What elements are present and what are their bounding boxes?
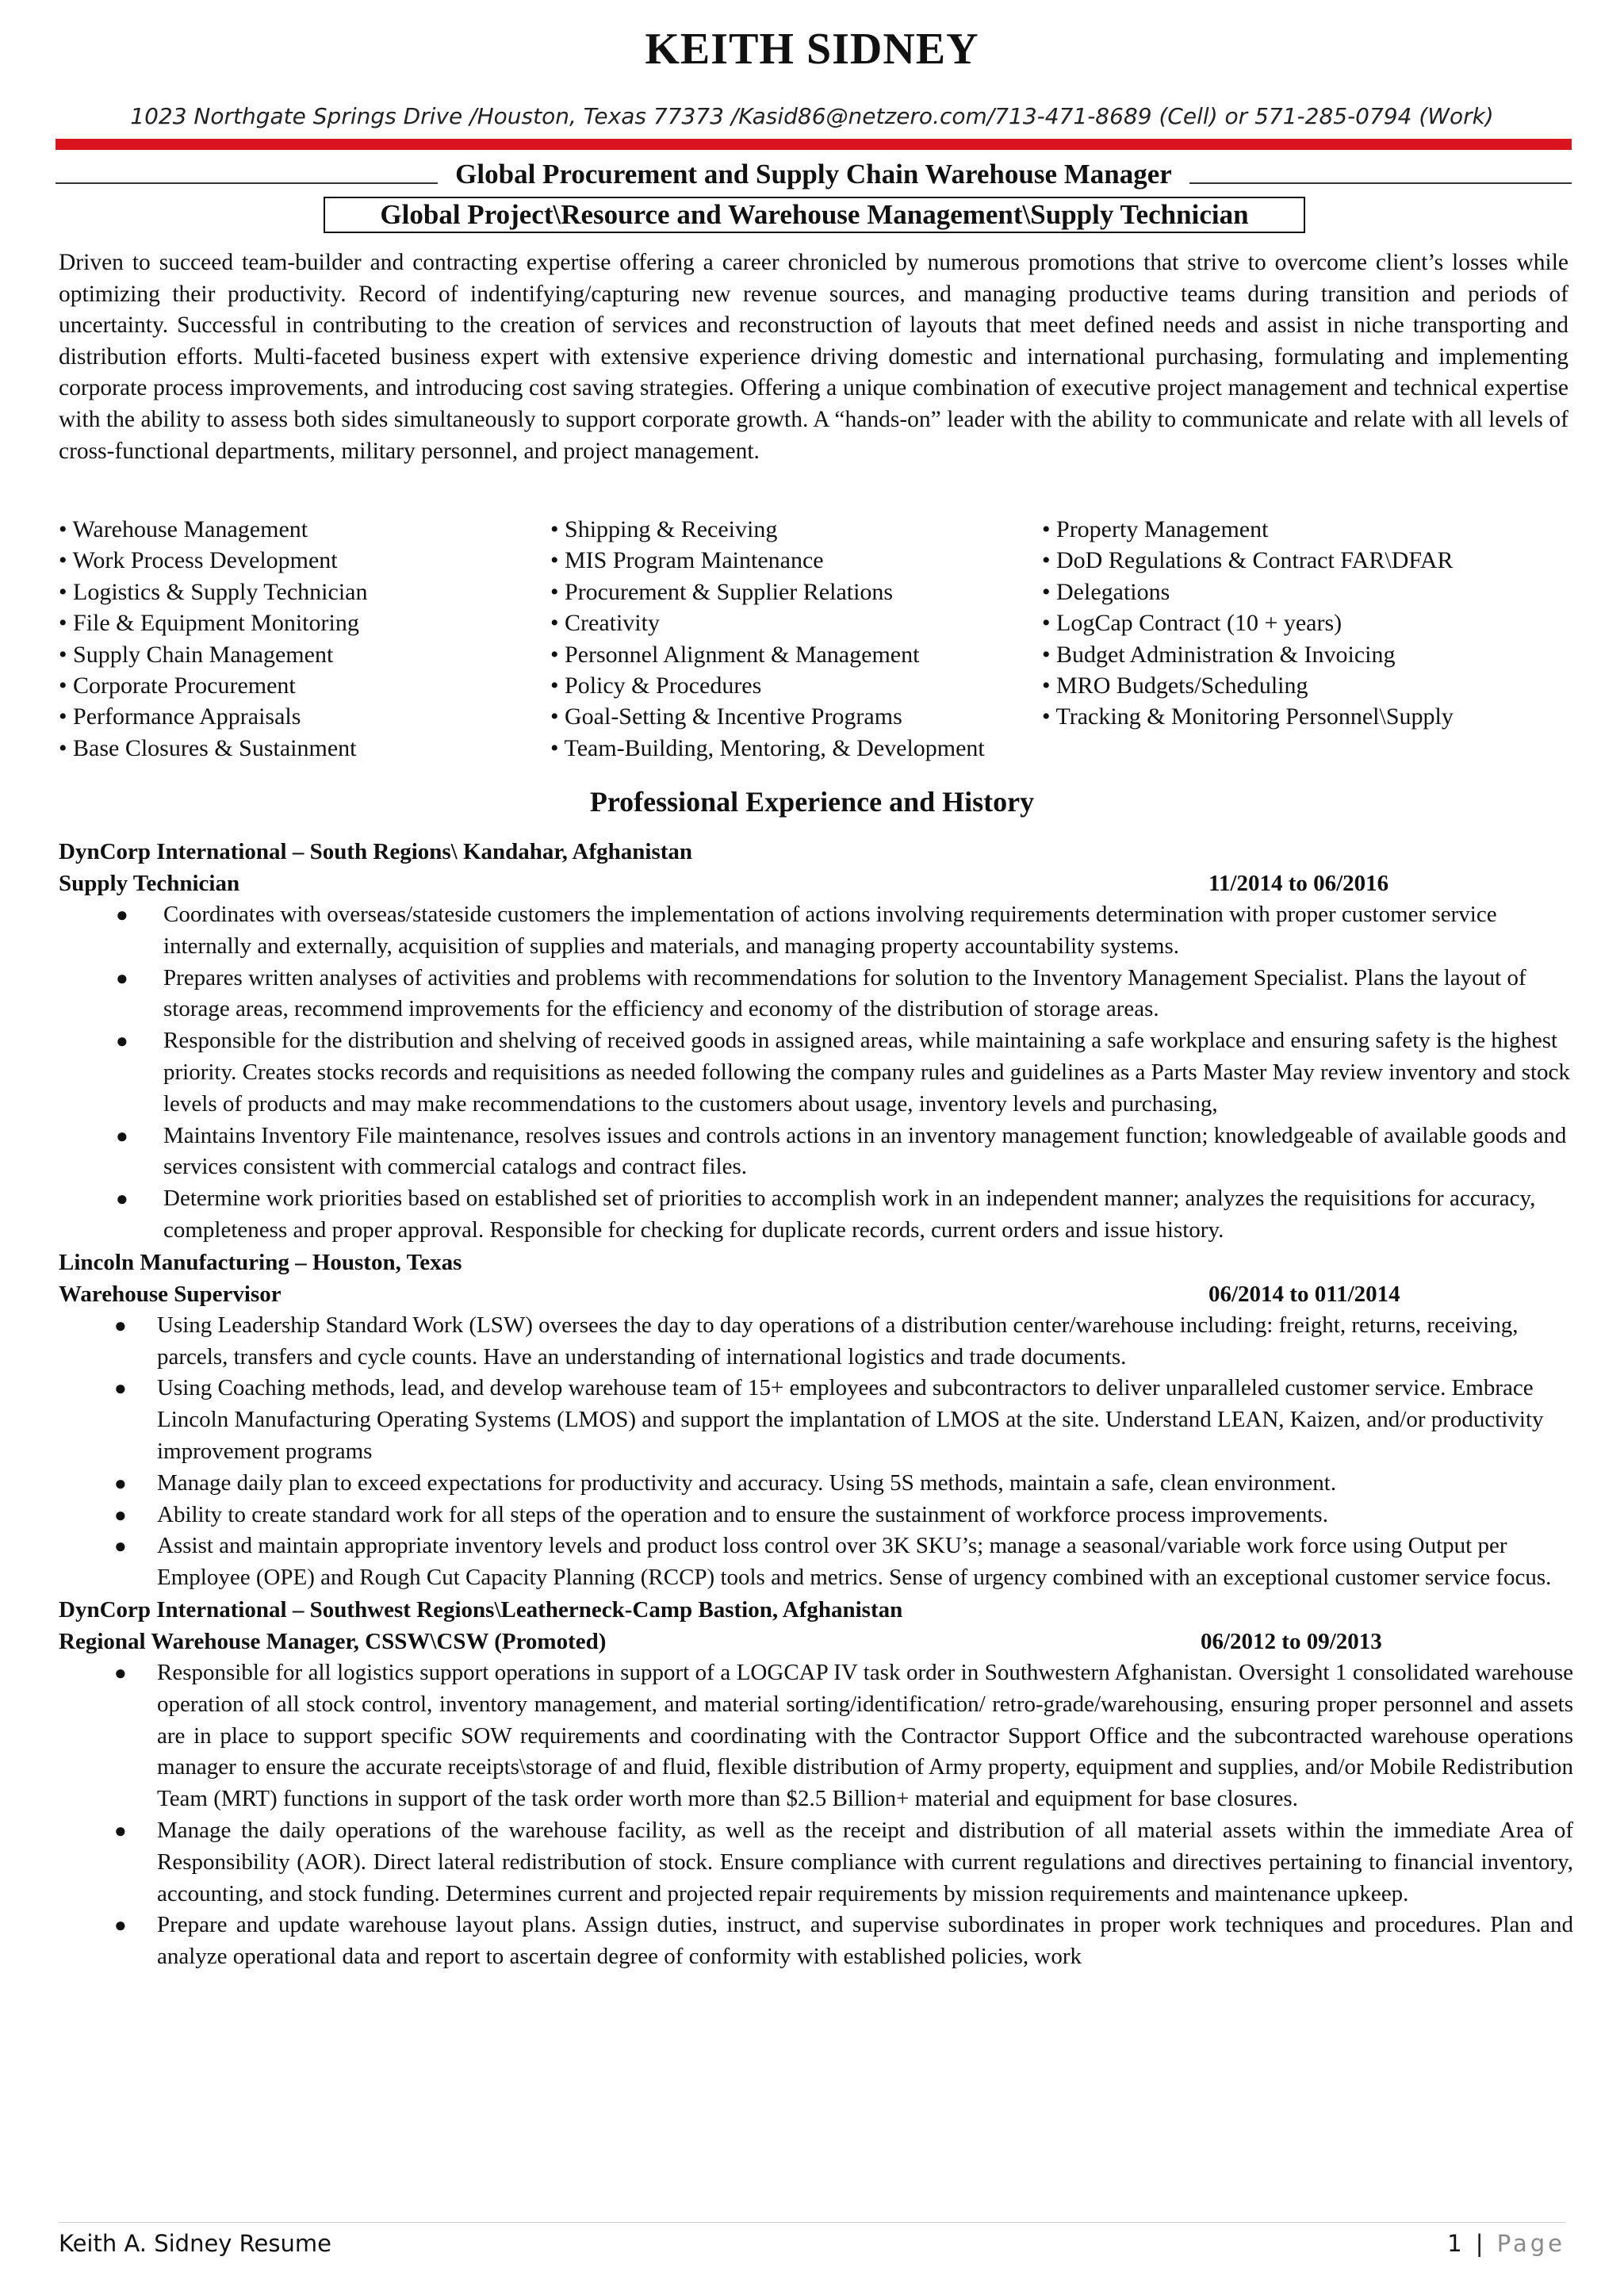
skill-item: • Policy & Procedures <box>550 672 762 699</box>
job-dates: 06/2012 to 09/2013 <box>1201 1628 1382 1654</box>
candidate-name: KEITH SIDNEY <box>645 25 979 74</box>
list-item <box>59 1531 1573 1594</box>
job-role-line <box>59 1626 1573 1657</box>
bullet-text: Responsible for all logistics support operations in support of a LOGCAP IV task order in Southwestern Afghanistan. Oversight 1 consolidated warehouse operation of all stock control, inventory management, and material sorting/identification/ retro-grade/warehousing, ensuring proper personnel and assets are in place to support specific SOW requirements and coordinating with the Contractor Support Office and the subcontracted warehouse operations manager to ensure the accurate receipts\storage of and fluid, flexible distribution of Army property, equipment and supplies, and/or Mobile Redistribution Team (MRT) functions in support of the task order worth more than $2.5 Billion+ material and equipment for base closures. <box>157 1659 1573 1812</box>
skill-item: • Supply Chain Management <box>59 641 334 668</box>
header-accent-bar <box>56 139 1572 150</box>
job-employer: DynCorp International – Southwest Regions\Leatherneck-Camp Bastion, Afghanistan <box>59 1596 903 1623</box>
bullet-icon: ● <box>114 1377 127 1400</box>
skills-column-1 <box>59 514 550 764</box>
job-title: Regional Warehouse Manager, CSSW\CSW (Promoted) <box>59 1628 607 1654</box>
bullet-text: Responsible for the distribution and shelving of received goods in assigned areas, while maintaining a safe workplace and ensuring safety is the highest priority. Creates stocks records and requisitions as needed following the company rules and guidelines as a Parts Master May review inventory and stock levels of products and may make recommendations to the customers about usage, inventory levels and purchasing, <box>163 1028 1570 1117</box>
bullet-text: Coordinates with overseas/stateside customers the implementation of actions involving requirements determination with proper customer service internally and externally, acquisition of supplies and materials, and managing property accountability systems. <box>163 902 1497 959</box>
list-item <box>59 1815 1573 1910</box>
skill-item: • Logistics & Supply Technician <box>59 578 368 605</box>
job-employer: DynCorp International – South Regions\ Kandahar, Afghanistan <box>59 839 693 864</box>
job-dates: 11/2014 to 06/2016 <box>1208 871 1389 896</box>
list-item <box>59 1468 1573 1500</box>
list-item <box>59 1025 1573 1120</box>
skill-item: • Budget Administration & Invoicing <box>1042 641 1396 668</box>
bullet-icon: ● <box>114 1471 127 1495</box>
list-item <box>59 1310 1573 1374</box>
skill-item: • Shipping & Receiving <box>550 516 778 542</box>
skill-item: • Warehouse Management <box>59 516 308 542</box>
job-title: Warehouse Supervisor <box>59 1281 282 1307</box>
list-item <box>59 1910 1573 1973</box>
page-footer <box>59 2230 1565 2262</box>
skill-item: • DoD Regulations & Contract FAR\DFAR <box>1042 547 1454 574</box>
job-role-line <box>59 868 1573 899</box>
page-separator: | <box>1475 2230 1487 2257</box>
list-item <box>59 1121 1573 1184</box>
bullet-text: Maintains Inventory File maintenance, resolves issues and controls actions in an inventory management function; knowledgeable of available goods and services consistent with commercial catalogs and contract files. <box>163 1122 1567 1180</box>
skill-item: • Property Management <box>1042 516 1269 542</box>
skill-item: • MIS Program Maintenance <box>550 547 824 574</box>
bullet-text: Prepares written analyses of activities and problems with recommendations for solution to the Inventory Management Specialist. Plans the layout of storage areas, recommend improvements for the efficiency and economy of the distribution of storage areas. <box>163 964 1526 1022</box>
skill-item: • Creativity <box>550 610 660 637</box>
bullet-text: Manage daily plan to exceed expectations for productivity and accuracy. Using 5S methods, maintain a safe, clean environment. <box>157 1469 1337 1496</box>
list-item <box>59 963 1573 1026</box>
job-bullets <box>59 1310 1573 1594</box>
headline-title: Global Procurement and Supply Chain Warehouse Manager <box>455 159 1172 190</box>
skills-column-2 <box>550 514 1042 764</box>
skill-item: • Goal-Setting & Incentive Programs <box>550 703 902 730</box>
skill-item: • Performance Appraisals <box>59 703 301 730</box>
bullet-icon: ● <box>116 1029 128 1053</box>
bullet-icon: ● <box>114 1313 127 1337</box>
bullet-icon: ● <box>114 1818 127 1842</box>
headline-row <box>56 151 1572 190</box>
bullet-icon: ● <box>116 903 128 926</box>
bullet-text: Determine work priorities based on established set of priorities to accomplish work in an independent manner; analyzes the requisitions for accuracy, completeness and proper approval. Responsible for checking for duplicate records, current orders and issue history. <box>163 1186 1536 1243</box>
skill-item: • Procurement & Supplier Relations <box>550 578 894 605</box>
bullet-icon: ● <box>114 1534 127 1558</box>
bullet-text: Assist and maintain appropriate inventory levels and product loss control over 3K SKU’s; manage a seasonal/variable work force using Output per Employee (OPE) and Rough Cut Capacity Planning (RCCP) tools and metrics. Sense of urgency combined with an exceptional customer service focus. <box>157 1533 1552 1591</box>
list-item <box>59 1657 1573 1815</box>
skill-item: • Base Closures & Sustainment <box>59 734 357 761</box>
subheadline-box: Global Project\Resource and Warehouse Management\Supply Technician <box>324 197 1305 233</box>
bullet-text: Manage the daily operations of the warehouse facility, as well as the receipt and distribution of all material assets within the immediate Area of Responsibility (AOR). Direct lateral redistribution of stock. Ensure compliance with current regulations and directives pertaining to financial inventory, accounting, and stock funding. Determines current and projected repair requirements by mission requirements and maintenance upkeep. <box>157 1817 1573 1906</box>
headline-rule-right <box>1189 182 1572 184</box>
page-word: Page <box>1496 2230 1565 2257</box>
bullet-icon: ● <box>116 1187 128 1211</box>
skills-column-3 <box>1042 514 1581 764</box>
professional-summary: Driven to succeed team-builder and contracting expertise offering a career chronicled by numerous promotions that strive to overcome client’s losses while optimizing their productivity. Record of indentifying/capturing new revenue sources, and managing productive teams during transition and periods of uncertainty. Successful in contributing to the creation of services and reconstruction of layouts that meet defined needs and assist in niche transporting and distribution efforts. Multi-faceted business expert with extensive experience driving domestic and international purchasing, formulating and implementing corporate process improvements, and introducing cost saving strategies. Offering a unique combination of executive project management and technical expertise with the ability to assess both sides simultaneously to support corporate growth. A “hands-on” leader with the ability to communicate and relate with all levels of cross-functional departments, military personnel, and project management. <box>59 250 1568 464</box>
list-item <box>59 1183 1573 1247</box>
skill-item: • Team-Building, Mentoring, & Development <box>550 734 985 761</box>
experience-list <box>59 836 1573 1973</box>
bullet-text: Using Leadership Standard Work (LSW) oversees the day to day operations of a distribution center/warehouse including: freight, returns, receiving, parcels, transfers and cycle counts. Have an understanding of international logistics and trade documents. <box>157 1312 1519 1370</box>
bullet-text: Ability to create standard work for all steps of the operation and to ensure the sustainment of workforce process improvements. <box>157 1501 1328 1527</box>
job-role-line <box>59 1278 1573 1310</box>
bullet-icon: ● <box>116 966 128 990</box>
skill-item: • Personnel Alignment & Management <box>550 641 920 668</box>
skill-item: • File & Equipment Monitoring <box>59 610 359 637</box>
skill-item: • Work Process Development <box>59 547 338 574</box>
job-title: Supply Technician <box>59 871 240 896</box>
footer-rule <box>59 2222 1565 2223</box>
bullet-text: Using Coaching methods, lead, and develop warehouse team of 15+ employees and subcontractors to deliver unparalleled customer service. Embrace Lincoln Manufacturing Operating Systems (LMOS) and support the implantation of LMOS at the site. Understand LEAN, Kaizen, and/or productivity improvement programs <box>157 1375 1544 1464</box>
skill-item: • Corporate Procurement <box>59 672 296 699</box>
bullet-text: Prepare and update warehouse layout plans. Assign duties, instruct, and supervise subordinates in proper work techniques and procedures. Plan and analyze operational data and report to ascertain degree of conformity with established policies, work <box>157 1912 1573 1970</box>
skill-item: • LogCap Contract (10 + years) <box>1042 610 1342 637</box>
list-item <box>59 899 1573 963</box>
footer-page-indicator <box>1447 2230 1565 2257</box>
job-dates: 06/2014 to 011/2014 <box>1208 1281 1400 1307</box>
bullet-icon: ● <box>114 1661 127 1684</box>
job-bullets <box>59 899 1573 1247</box>
experience-section-title: Professional Experience and History <box>589 786 1035 818</box>
skill-item: • MRO Budgets/Scheduling <box>1042 672 1308 699</box>
job-bullets <box>59 1657 1573 1973</box>
footer-document-name: Keith A. Sidney Resume <box>59 2230 331 2257</box>
bullet-icon: ● <box>114 1503 127 1527</box>
skills-grid <box>59 514 1581 764</box>
list-item <box>59 1500 1573 1531</box>
list-item <box>59 1373 1573 1467</box>
job-employer: Lincoln Manufacturing – Houston, Texas <box>59 1249 462 1275</box>
page-number: 1 <box>1447 2230 1465 2257</box>
bullet-icon: ● <box>114 1914 127 1937</box>
headline-rule-left <box>56 182 438 184</box>
contact-line: 1023 Northgate Springs Drive /Houston, Texas 77373 /Kasid86@netzero.com/713-471-8689 (Cell) or 571-285-0794 (Work) <box>130 103 1494 129</box>
skill-item: • Delegations <box>1042 578 1170 605</box>
skill-item: • Tracking & Monitoring Personnel\Supply <box>1042 703 1454 730</box>
bullet-icon: ● <box>116 1124 128 1148</box>
